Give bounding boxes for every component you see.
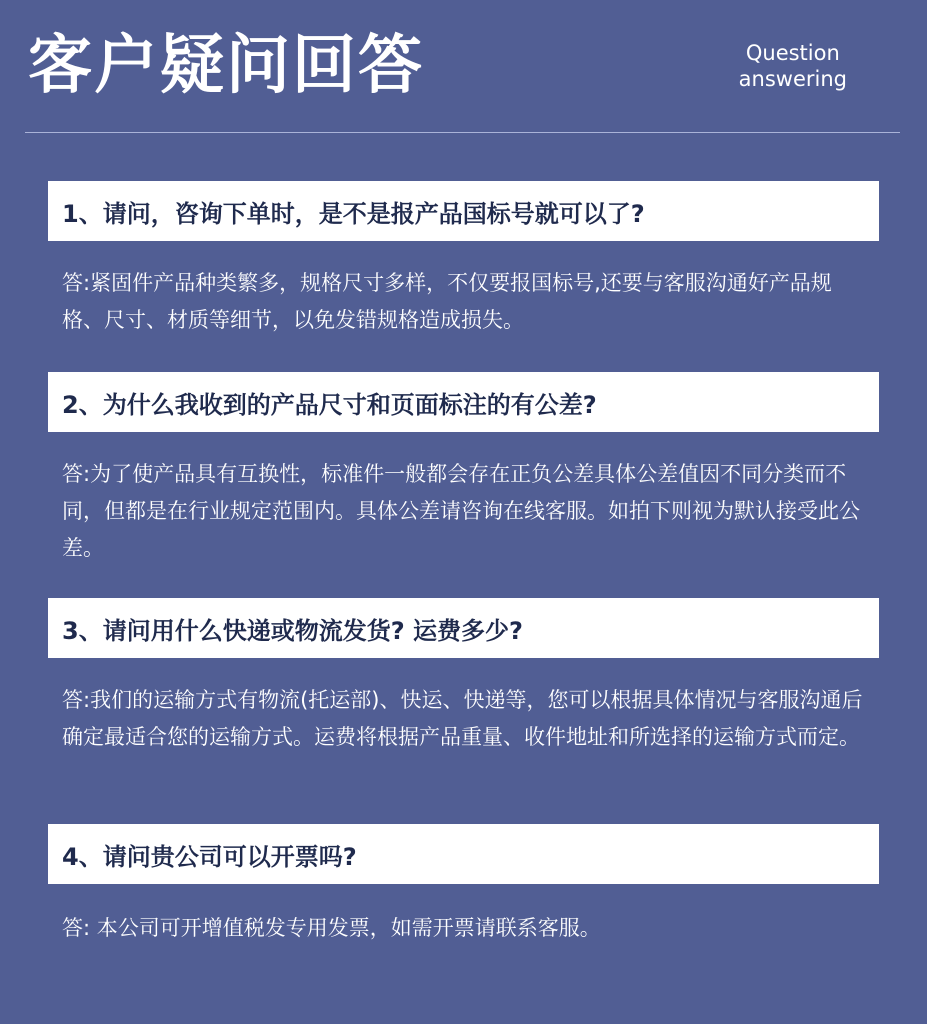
- subtitle-line-2: answering: [738, 67, 847, 91]
- question-text: 2、为什么我收到的产品尺寸和页面标注的有公差?: [62, 390, 597, 419]
- answer-text: 答:紧固件产品种类繁多，规格尺寸多样，不仅要报国标号,还要与客服沟通好产品规格、尺寸、材质等细节，以免发错规格造成损失。: [62, 271, 832, 332]
- subtitle-line-1: Question: [745, 41, 840, 65]
- question-text: 3、请问用什么快递或物流发货? 运费多少?: [62, 616, 523, 645]
- faq-item-1: [48, 181, 879, 339]
- question-box: [48, 181, 879, 241]
- question-box: [48, 824, 879, 884]
- question-box: [48, 372, 879, 432]
- question-box: [48, 598, 879, 658]
- answer-text: 答: 本公司可开增值税发专用发票，如需开票请联系客服。: [62, 916, 601, 940]
- answer-text: 答:为了使产品具有互换性，标准件一般都会存在正负公差具体公差值因不同分类而不同，但都是在行业规定范围内。具体公差请咨询在线客服。如拍下则视为默认接受此公差。: [62, 462, 860, 560]
- page-header: [0, 0, 927, 134]
- answer-text: 答:我们的运输方式有物流(托运部)、快运、快递等，您可以根据具体情况与客服沟通后确定最适合您的运输方式。运费将根据产品重量、收件地址和所选择的运输方式而定。: [62, 688, 863, 749]
- page-title: 客户疑问回答: [28, 29, 424, 103]
- page-subtitle: [739, 40, 847, 92]
- faq-item-3: [48, 598, 879, 756]
- faq-item-4: [48, 824, 879, 947]
- faq-item-2: [48, 372, 879, 567]
- header-divider: [25, 132, 900, 133]
- question-text: 4、请问贵公司可以开票吗?: [62, 842, 357, 871]
- question-text: 1、请问，咨询下单时，是不是报产品国标号就可以了?: [62, 199, 645, 228]
